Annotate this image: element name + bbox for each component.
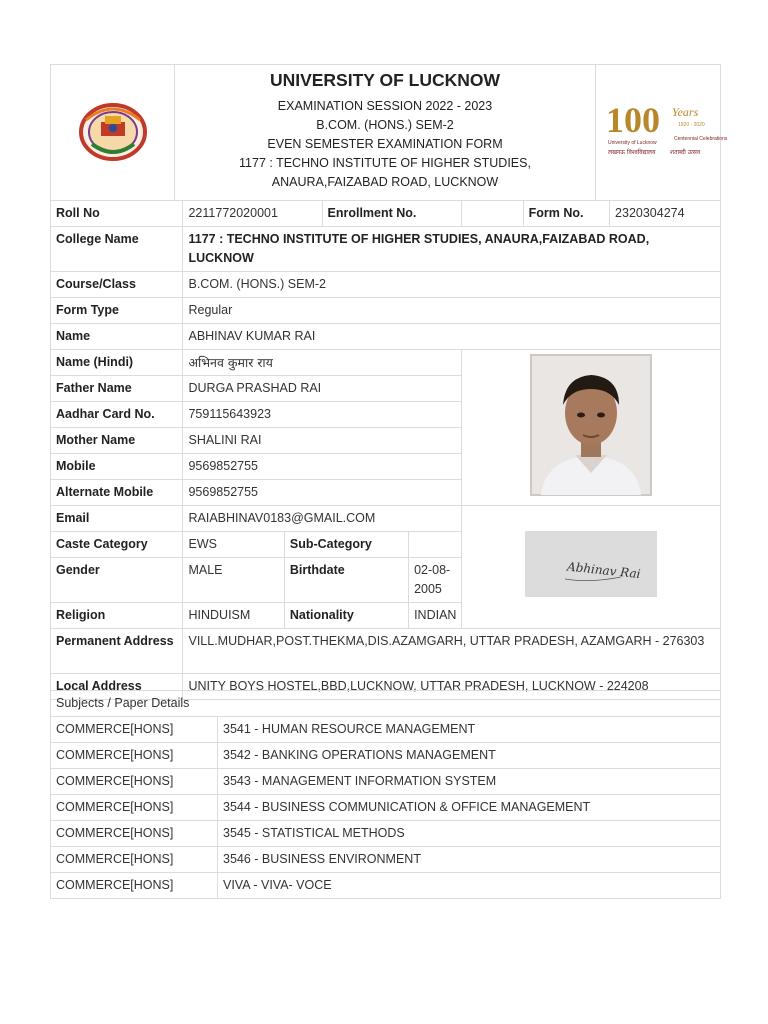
signature-cell [462,506,721,629]
student-info-table [50,200,721,700]
caste-category-value: EWS [183,532,284,558]
subject-name: COMMERCE[HONS] [51,873,218,899]
centenary-dates: 1920 - 2020 [678,121,705,128]
form-no-value: 2320304274 [610,201,721,227]
centenary-logo-cell [596,65,728,201]
subject-name: COMMERCE[HONS] [51,847,218,873]
name-hindi-value: अभिनव कुमार राय [183,350,462,376]
subject-name: COMMERCE[HONS] [51,821,218,847]
aadhar-label: Aadhar Card No. [51,402,183,428]
nationality-value: INDIAN [409,603,462,629]
alternate-mobile-label: Alternate Mobile [51,480,183,506]
institute-line-1: 1177 : TECHNO INSTITUTE OF HIGHER STUDIES, [239,156,531,170]
email-label: Email [51,506,183,532]
roll-no-label: Roll No [51,201,183,227]
form-type-value: Regular [183,298,721,324]
mobile-value: 9569852755 [183,454,462,480]
course-row [51,272,721,298]
permanent-address-label: Permanent Address [51,629,183,674]
religion-label: Religion [51,603,183,629]
local-address-value: UNITY BOYS HOSTEL,BBD,LUCKNOW, UTTAR PRADESH, LUCKNOW - 224208 [183,674,721,700]
subject-row [51,769,721,795]
paper-name: 3546 - BUSINESS ENVIRONMENT [218,847,721,873]
roll-no-value: 2211772020001 [183,201,322,227]
local-address-label: Local Address [51,674,183,700]
paper-name: 3544 - BUSINESS COMMUNICATION & OFFICE MANAGEMENT [218,795,721,821]
subject-row [51,873,721,899]
centenary-number: 100 [606,99,660,140]
centenary-hindi-right: शताब्दी उत्सव [670,148,701,156]
student-photo [531,355,651,495]
form-title-line: EVEN SEMESTER EXAMINATION FORM [267,137,503,151]
alternate-mobile-value: 9569852755 [183,480,462,506]
subjects-title: Subjects / Paper Details [51,691,721,717]
signature-text: Abhinav Rai [566,559,642,582]
subject-name: COMMERCE[HONS] [51,743,218,769]
subject-name: COMMERCE[HONS] [51,717,218,743]
college-name-label: College Name [51,227,183,272]
mother-name-value: SHALINI RAI [183,428,462,454]
university-logo-cell [51,65,175,201]
caste-category-label: Caste Category [51,532,183,558]
institute-line-2: ANAURA,FAIZABAD ROAD, LUCKNOW [271,175,499,189]
form-no-label: Form No. [523,201,609,227]
university-title: UNIVERSITY OF LUCKNOW [269,70,501,90]
mother-name-label: Mother Name [51,428,183,454]
name-hindi-row [51,350,721,376]
college-name-value: 1177 : TECHNO INSTITUTE OF HIGHER STUDIES, ANAURA,FAIZABAD ROAD, LUCKNOW [183,227,721,272]
centenary-logo-icon [606,98,728,162]
subject-row [51,821,721,847]
sub-category-value [409,532,462,558]
college-row [51,227,721,272]
enrollment-no-value [462,201,523,227]
mobile-label: Mobile [51,454,183,480]
centenary-caption-right: Centennial Celebrations [674,135,728,142]
university-seal-icon [74,98,152,162]
birthdate-value: 02-08-2005 [409,558,462,603]
subject-name: COMMERCE[HONS] [51,769,218,795]
permanent-address-row [51,629,721,674]
paper-name: VIVA - VIVA- VOCE [218,873,721,899]
course-value: B.COM. (HONS.) SEM-2 [183,272,721,298]
name-hindi-label: Name (Hindi) [51,350,183,376]
subject-row [51,743,721,769]
session-line: EXAMINATION SESSION 2022 - 2023 [277,99,493,113]
course-label: Course/Class [51,272,183,298]
enrollment-no-label: Enrollment No. [322,201,462,227]
gender-value: MALE [183,558,284,603]
email-row [51,506,721,532]
birthdate-label: Birthdate [284,558,408,603]
nationality-label: Nationality [284,603,408,629]
subject-row [51,847,721,873]
paper-name: 3545 - STATISTICAL METHODS [218,821,721,847]
ids-row [51,201,721,227]
form-type-row [51,298,721,324]
form-type-label: Form Type [51,298,183,324]
course-line: B.COM. (HONS.) SEM-2 [316,118,454,132]
paper-name: 3541 - HUMAN RESOURCE MANAGEMENT [218,717,721,743]
email-value: RAIABHINAV0183@GMAIL.COM [183,506,462,532]
signature-image [525,531,657,597]
sub-category-label: Sub-Category [284,532,408,558]
religion-value: HINDUISM [183,603,284,629]
centenary-caption-left: University of Lucknow [608,139,657,146]
centenary-hindi-left: लखनऊ विश्वविद्यालय [608,148,656,156]
aadhar-value: 759115643923 [183,402,462,428]
subject-row [51,717,721,743]
paper-name: 3542 - BANKING OPERATIONS MANAGEMENT [218,743,721,769]
name-label: Name [51,324,183,350]
name-value: ABHINAV KUMAR RAI [183,324,721,350]
gender-label: Gender [51,558,183,603]
subject-row [51,795,721,821]
header-text-cell [175,65,596,201]
subject-name: COMMERCE[HONS] [51,795,218,821]
father-name-value: DURGA PRASHAD RAI [183,376,462,402]
permanent-address-value: VILL.MUDHAR,POST.THEKMA,DIS.AZAMGARH, UTTAR PRADESH, AZAMGARH - 276303 [183,629,721,674]
centenary-years: Years [672,104,699,119]
father-name-label: Father Name [51,376,183,402]
paper-name: 3543 - MANAGEMENT INFORMATION SYSTEM [218,769,721,795]
photo-cell [462,350,721,506]
subjects-table [50,690,721,899]
header-table [50,64,728,201]
name-row [51,324,721,350]
